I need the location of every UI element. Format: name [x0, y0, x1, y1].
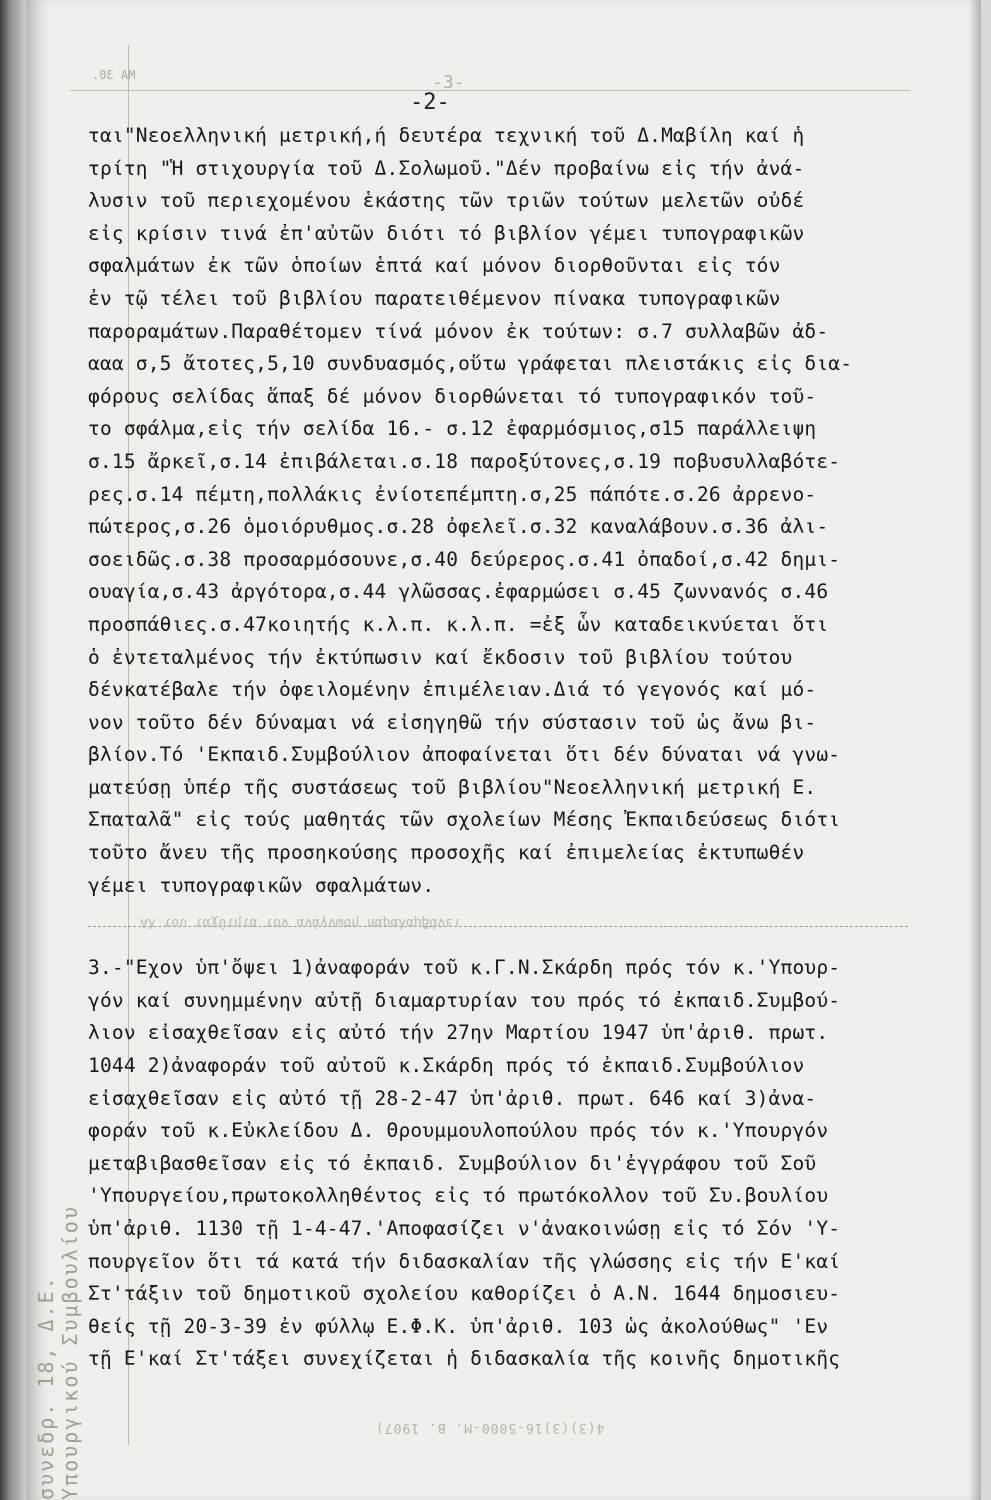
- paragraph-book-review: [88, 120, 948, 902]
- text-line: θείς τῇ 20-3-39 ἐν φύλλῳ Ε.Φ.Κ. ὑπ'ἀριθ. 103 ὡς ἀκολούθως" 'Εν: [88, 1314, 829, 1338]
- text-line: λιον εἰσαχθεῖσαν εἰς αὐτό τήν 27ην Μαρτίου 1947 ὑπ'ἀριθ. πρωτ.: [88, 1021, 829, 1045]
- bleed-through-footer-text: 4(3)(3)16-5000-Μ. Β. 1907): [375, 1420, 605, 1435]
- text-line: σ.15 ἄρκεῖ,σ.14 ἐπιβάλεται.σ.18 παροξύτονες,σ.19 ποβυσυλλαβότε-: [88, 449, 841, 473]
- text-line: εἰσαχθεῖσαν εἰς αὐτό τῇ 28-2-47 ὑπ'ἀριθ. πρωτ. 646 καί 3)ἀνα-: [88, 1086, 817, 1110]
- text-line: ουαγία,σ.43 ἀργότορα,σ.44 γλῶσσας.ἐφαρμώσει σ.45 ζωννανός σ.46: [88, 580, 829, 604]
- text-line: ματεύσῃ ὑπέρ τῆς συστάσεως τοῦ βιβλίου"Νεοελληνική μετρική Ε.: [88, 775, 817, 799]
- page-number: -2-: [410, 90, 450, 115]
- bleed-through-top-text: ΜΑ 30.: [92, 68, 136, 82]
- text-line: 3.-"Εχον ὑπ'ὄψει 1)ἀναφοράν τοῦ κ.Γ.Ν.Σκάρδη πρός τόν κ.'Υπουρ-: [88, 956, 841, 980]
- text-line: φόρους σελίδας ἅπαξ δέ μόνον διορθώνεται τό τυπογραφικόν τοῦ-: [88, 384, 817, 408]
- text-line: βλίον.Τό 'Εκπαιδ.Συμβούλιον ἀποφαίνεται ὅτι δέν δύναται νά γνω-: [88, 743, 841, 767]
- text-line: λυσιν τοῦ περιεχομένου ἑκάστης τῶν τριῶν τούτων μελετῶν οὐδέ: [88, 189, 805, 213]
- text-line: γόν καί συνημμένην αὐτῇ διαμαρτυρίαν του πρός τό ἐκπαιδ.Συμβού-: [88, 988, 841, 1012]
- text-line: 1044 2)ἀναφοράν τοῦ αὐτοῦ κ.Σκάρδη πρός τό ἐκπαιδ.Συμβούλιον: [88, 1054, 805, 1078]
- text-line: φοράν τοῦ κ.Εὐκλείδου Δ. Θρουμμουλοπούλου πρός τόν κ.'Υπουργόν: [88, 1119, 829, 1143]
- text-line: νον τοῦτο δέν δύναμαι νά εἰσηγηθῶ τήν σύστασιν τοῦ ὡς ἄνω βι-: [88, 710, 817, 734]
- text-line: ὁ ἐντεταλμένος τήν ἐκτύπωσιν καί ἔκδοσιν τοῦ βιβλίου τούτου: [88, 645, 793, 669]
- text-line: Στ'τάξιν τοῦ δημοτικοῦ σχολείου καθορίζει ὁ Α.Ν. 1644 δημοσιευ-: [88, 1282, 841, 1306]
- text-line: τῇ Ε'καί Στ'τάξει συνεχίζεται ἡ διδασκαλία τῆς κοινῆς δημοτικῆς: [88, 1347, 841, 1371]
- text-line: το σφάλμα,εἰς τήν σελίδα 16.- σ.12 ἐφαρμόσμιος,σ15 παράλλειψη: [88, 417, 817, 441]
- text-line: Σπαταλᾶ" εἰς τούς μαθητάς τῶν σχολείων Μέσης Ἐκπαιδεύσεως διότι: [88, 808, 841, 832]
- text-line: τοῦτο ἄνευ τῆς προσηκούσης προσοχῆς καί ἐπιμελείας ἐκτυπωθέν: [88, 841, 805, 865]
- bleed-through-vertical-text: συνεδρ. 18, Δ.Ε. Υπουργικού Συμβουλίου: [34, 1205, 82, 1500]
- top-margin-rule: [70, 90, 910, 91]
- text-line: προσπάθιες.σ.47κοιητής κ.λ.π. κ.λ.π. =ἐξ ὧν καταδεικνύεται ὅτι: [88, 612, 829, 636]
- text-line: ααα σ,5 ἄτοτες,5,10 συνδυασμός,οὕτω γράφεται πλειστάκις εἰς δια-: [88, 352, 853, 376]
- text-line: γέμει τυπογραφικῶν σφαλμάτων.: [88, 873, 435, 897]
- text-line: σφαλμάτων ἐκ τῶν ὁποίων ἑπτά καί μόνον διορθοῦνται εἰς τόν: [88, 254, 781, 278]
- text-line: μεταβιβασθεῖσαν εἰς τό ἐκπαιδ. Συμβούλιον δι'ἐγγράφου τοῦ Σοῦ: [88, 1151, 817, 1175]
- text-line: τρίτη "Ἡ στιχουργία τοῦ Δ.Σολωμοῦ."Δέν προβαίνω εἰς τήν ἀνά-: [88, 156, 805, 180]
- text-line: ρες.σ.14 πέμτη,πολλάκις ἐνίοτεπέμπτη.σ,25 πάπότε.σ.26 ἀρρενο-: [88, 482, 817, 506]
- text-line: ὑπ'ἀριθ. 1130 τῇ 1-4-47.'Αποφασίζει ν'ἀνακοινώσῃ εἰς τό Σόν 'Υ-: [88, 1217, 841, 1240]
- faint-page-number: -3-: [432, 72, 465, 93]
- text-line: πουργεῖον ὅτι τά κατά τήν διδασκαλίαν τῆς γλώσσης εἰς τήν Ε'καί: [88, 1249, 841, 1273]
- text-line: ἐν τῷ τέλει τοῦ βιβλίου παρατειθέμενον πίνακα τυπογραφικῶν: [88, 286, 781, 310]
- text-line: πώτερος,σ.26 ὁμοιόρυθμος.σ.28 ὀφελεῖ.σ.32 καναλάβουν.σ.36 ἀλι-: [88, 515, 829, 539]
- page-edge-shadow: [969, 0, 981, 1500]
- typed-text-block: [88, 120, 948, 1376]
- text-line: παροραμάτων.Παραθέτομεν τίνά μόνον ἐκ τούτων: σ.7 συλλαβῶν ἀδ-: [88, 319, 829, 343]
- bleed-through-mid-text: Αλ του ταχύτητα τον ανάγνωση παραλαμβάνει: [140, 915, 461, 930]
- text-line: εἰς κρίσιν τινά ἐπ'αὐτῶν διότι τό βιβλίον γέμει τυπογραφικῶν: [88, 221, 805, 245]
- book-binding-shadow: [0, 0, 26, 1500]
- text-line: ται"Νεοελληνική μετρική,ή δευτέρα τεχνική τοῦ Δ.Μαβίλη καί ἡ: [88, 124, 805, 147]
- paragraph-item-3: [88, 952, 948, 1376]
- text-line: σοειδῶς.σ.38 προσαρμόσουνε,σ.40 δεύρερος.σ.41 ὀπαδοί,σ.42 δημι-: [88, 547, 841, 571]
- text-line: 'Υπουργείου,πρωτοκολληθέντος εἰς τό πρωτόκολλον τοῦ Συ.βουλίου: [88, 1184, 829, 1208]
- text-line: δένκατέβαλε τήν ὀφειλομένην ἐπιμέλειαν.Διά τό γεγονός καί μό-: [88, 678, 817, 702]
